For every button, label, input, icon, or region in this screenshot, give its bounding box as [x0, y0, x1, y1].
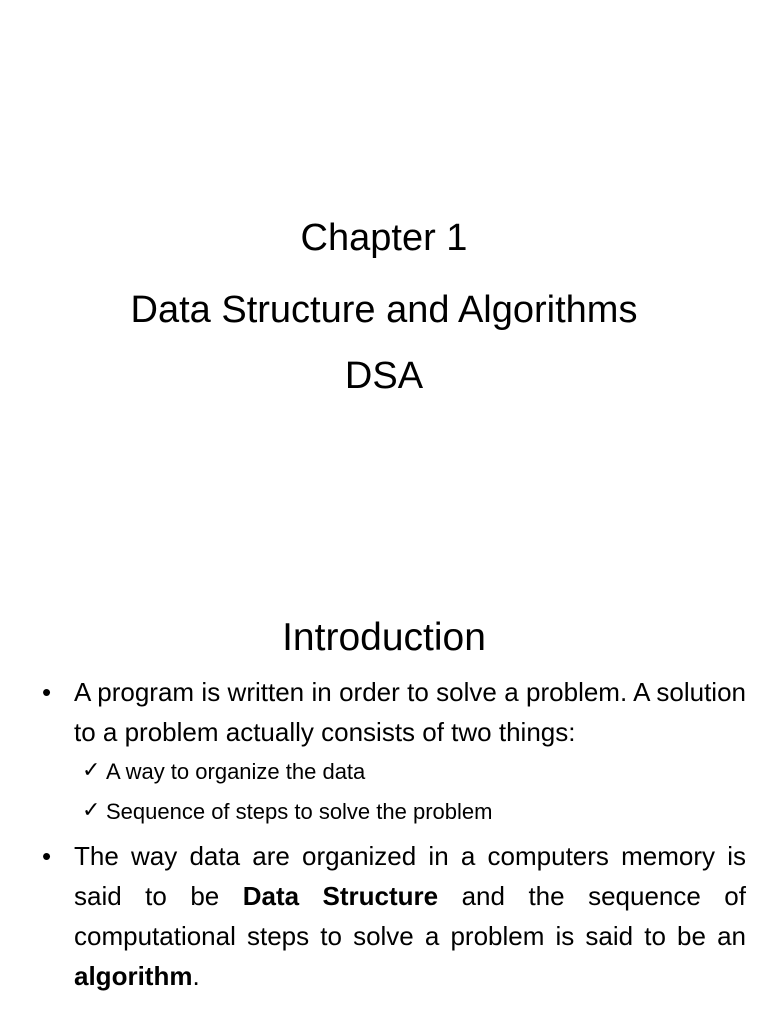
course-title: Data Structure and Algorithms [130, 289, 638, 331]
bullet-text-part: . [192, 961, 200, 991]
bullet-item [0, 836, 768, 996]
bullet-text [74, 836, 746, 996]
check-mark-icon: ✓ [82, 798, 101, 823]
sub-list-item [0, 752, 768, 792]
bold-term-algorithm: algorithm [74, 961, 193, 991]
course-abbreviation: DSA [344, 355, 424, 397]
introduction-heading: Introduction [282, 616, 486, 659]
bullet-text: A program is written in order to solve a problem. A solution to a problem actually consists of two things: [74, 677, 746, 747]
bold-term-data-structure: Data Structure [242, 881, 439, 911]
bullet-text-part: The way data are organized in a computers memory is said to be [74, 841, 746, 911]
bullet-list [0, 672, 768, 996]
sub-list [0, 752, 768, 832]
bullet-item [0, 672, 768, 752]
chapter-title: Chapter 1 [300, 217, 468, 259]
check-mark-icon: ✓ [82, 758, 101, 783]
sub-item-text: A way to organize the data [106, 759, 366, 784]
bullet-dot-icon: • [42, 677, 52, 707]
sub-list-container [0, 752, 768, 832]
title-slide [0, 218, 768, 396]
sub-item-text: Sequence of steps to solve the problem [106, 799, 493, 824]
bullet-dot-icon: • [42, 841, 52, 871]
bullet-text-part: and the sequence of computational steps to solve a problem is said to be an [74, 881, 746, 951]
sub-list-item [0, 792, 768, 832]
